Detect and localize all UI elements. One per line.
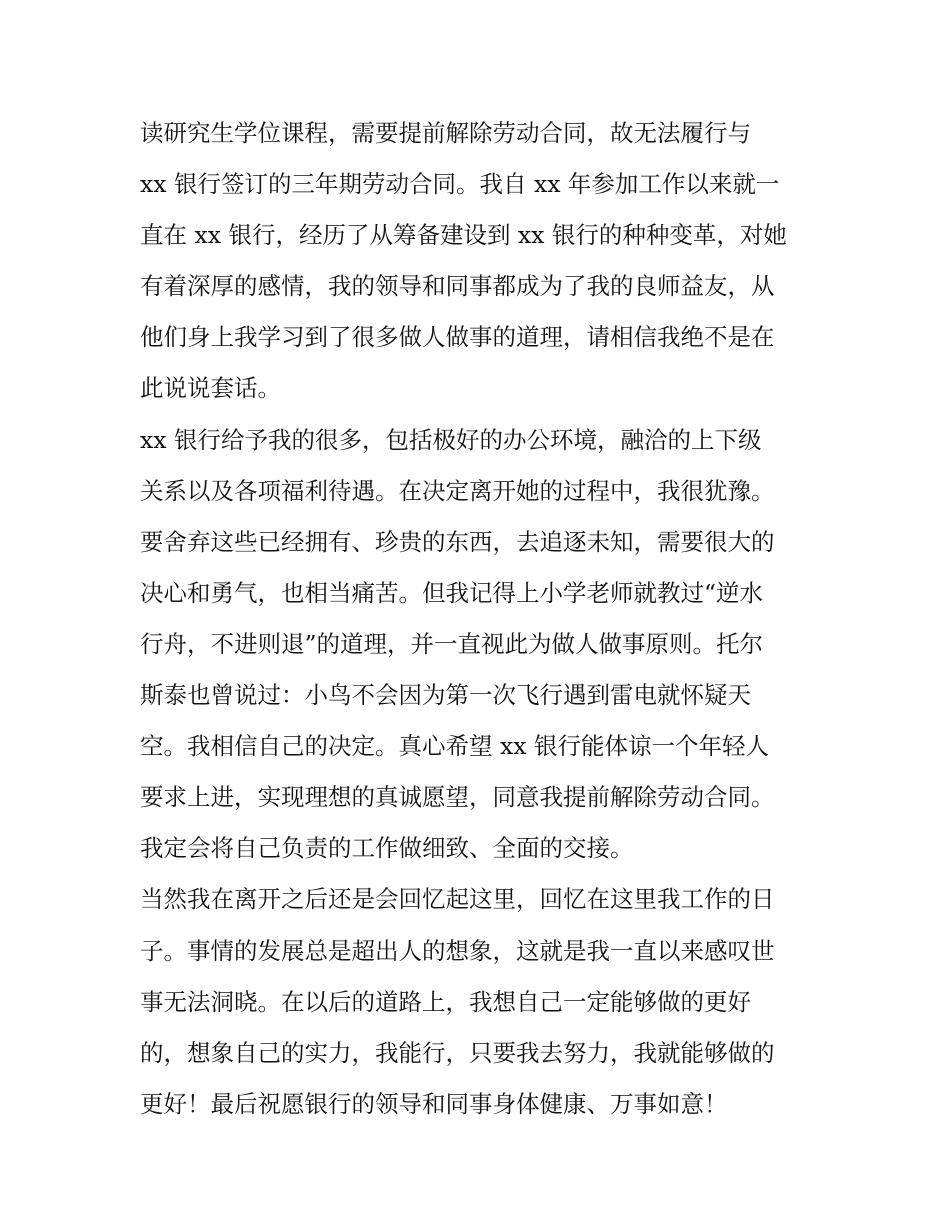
text-line: 更好！最后祝愿银行的领导和同事身体健康、万事如意！ xyxy=(140,1089,728,1118)
text-line: 行舟，不进则退”的道理，并一直视此为做人做事原则。托尔 xyxy=(140,629,764,658)
text-line: 直在 xx 银行，经历了从筹备建设到 xx 银行的种种变革，对她 xyxy=(140,221,787,250)
text-line: 斯泰也曾说过：小鸟不会因为第一次飞行遇到雷电就怀疑天 xyxy=(140,681,751,710)
text-line: 当然我在离开之后还是会回忆起这里，回忆在这里我工作的日 xyxy=(140,885,775,914)
text-line: 我定会将自己负责的工作做细致、全面的交接。 xyxy=(140,834,634,863)
text-line: 事无法洞晓。在以后的道路上，我想自己一定能够做的更好 xyxy=(140,987,751,1016)
text-line: 空。我相信自己的决定。真心希望 xx 银行能体谅一个年轻人 xyxy=(140,732,769,761)
text-line: 读研究生学位课程，需要提前解除劳动合同，故无法履行与 xyxy=(140,119,751,147)
text-line: 此说说套话。 xyxy=(140,374,281,403)
text-line: 子。事情的发展总是超出人的想象，这就是我一直以来感叹世 xyxy=(140,936,775,965)
text-line: 决心和勇气，也相当痛苦。但我记得上小学老师就教过“逆水 xyxy=(140,578,764,607)
text-line: xx 银行给予我的很多，包括极好的办公环境，融洽的上下级 xyxy=(140,425,762,454)
text-line: 的，想象自己的实力，我能行，只要我去努力，我就能够做的 xyxy=(140,1038,775,1067)
text-line: 关系以及各项福利待遇。在决定离开她的过程中，我很犹豫。 xyxy=(140,476,775,505)
text-line: 他们身上我学习到了很多做人做事的道理，请相信我绝不是在 xyxy=(140,323,775,352)
text-line: 有着深厚的感情，我的领导和同事都成为了我的良师益友，从 xyxy=(140,272,775,301)
text-line: 要求上进，实现理想的真诚愿望，同意我提前解除劳动合同。 xyxy=(140,783,775,812)
document-body xyxy=(140,108,820,1130)
text-line: xx 银行签订的三年期劳动合同。我自 xx 年参加工作以来就一 xyxy=(140,170,780,199)
text-line: 要舍弃这些已经拥有、珍贵的东西，去追逐未知，需要很大的 xyxy=(140,527,775,556)
